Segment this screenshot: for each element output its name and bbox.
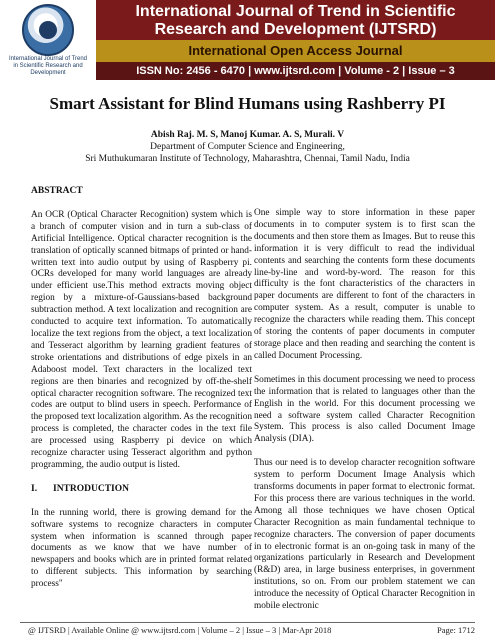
section-number: I. xyxy=(31,483,38,494)
journal-name-line2: Research and Development (IJTSRD) xyxy=(154,21,437,38)
author-department: Department of Computer Science and Engineering, xyxy=(150,142,345,152)
abstract-text: An OCR (Optical Character Recognition) system which is a branch of computer vision and in turn a sub-class of Artificial Intelligence. Optical character recognition is the translation of optically scanned bitmaps of printed or hand-written text into audio output by using of Raspberry pi. OCRs developed for many world languages are already under efficient use.This method extracts moving object region by a mixture-of-Gaussians-based background subtraction method. A text localization and recognition are conducted to acquire text information. To automatically localize the text regions from the object, a text localization and Tesseract algorithm by learning gradient features of stroke orientations and distributions of edge pixels in an Adaboost model. Text characters in the localized text regions are then binaries and recognized by off-the-shelf optical character recognition software. The recognized text codes are output to blind users in speech. Performance of the proposed text localization algorithm. As the recognition process is completed, the character codes in the text file are processed using Raspberry pi device on which recognize character using Tesseract algorithm and python programming, the audio output is listed. xyxy=(31,209,253,470)
journal-name-line1: International Journal of Trend in Scientific xyxy=(135,3,456,20)
right-column xyxy=(254,208,475,625)
body-paragraph-3: Thus our need is to develop character recognition software system to perform Document Image Analysis which transforms documents in paper format to electronic format. For this process there are various techniques in the world. Among all those techniques we have chosen Optical Character Recognition as main fundamental technique to recognize characters. The conversion of paper documents in to electronic format is an on-going task in many of the organizations particularly in Research and Development (R&D) area, in large business enterprises, in government institutions, so on. From our problem statement we can introduce the necessity of Optical Character Recognition in mobile electronic xyxy=(254,458,475,612)
page-number: Page: 1712 xyxy=(436,625,475,635)
paper-title: Smart Assistant for Blind Humans using Rashberry PI xyxy=(49,94,446,113)
page-footer xyxy=(0,622,495,640)
journal-header xyxy=(0,0,495,80)
abstract-heading: ABSTRACT xyxy=(31,186,83,196)
body-paragraph-1: One simple way to store information in these paper documents in to computer system is to first scan the documents and then store them as Images. But to reuse this information it is very difficult to read the individual contents and searching the contents form these documents line-by-line and word-by-word. The reason for this difficulty is the font characteristics of the characters in paper documents are different to font of the characters in computer system. As a result, computer is unable to recognize the characters while reading them. This concept of storing the contents of paper documents in computer storage place and then reading and searching the content is called Document Processing. xyxy=(254,208,475,361)
body-paragraph-2: Sometimes in this document processing we need to process the information that is related to languages other than the English in the world. For this document processing we need a software system called Character Recognition System. This process is also called Document Image Analysis (DIA). xyxy=(254,374,475,445)
introduction-text: In the running world, there is growing demand for the software systems to recognize characters in computer system when information is scanned through paper documents as we know that we have number of newspapers and books which are in printed format related to different subjects. This information by searching process" xyxy=(31,507,252,590)
open-access-label: International Open Access Journal xyxy=(188,43,403,58)
introduction-heading xyxy=(31,484,252,496)
footer-citation: @ IJTSRD | Available Online @ www.ijtsrd.com | Volume – 2 | Issue – 3 | Mar-Apr 2018 xyxy=(28,625,332,635)
logo-center-icon xyxy=(39,21,57,39)
footer-divider xyxy=(20,622,475,623)
section-title: INTRODUCTION xyxy=(53,483,130,494)
issn-line: ISSN No: 2456 - 6470 | www.ijtsrd.com | Volume - 2 | Issue – 3 xyxy=(136,65,455,77)
logo-caption: International Journal of Trend in Scientific Research and Development xyxy=(8,56,88,76)
journal-logo xyxy=(8,4,88,78)
author-institution: Sri Muthukumaran Institute of Technology, Maharashtra, Chennai, Tamil Nadu, India xyxy=(85,154,410,164)
left-column xyxy=(31,186,252,603)
paper-authors: Abish Raj. M. S, Manoj Kumar. A. S, Murali. V xyxy=(150,130,345,140)
